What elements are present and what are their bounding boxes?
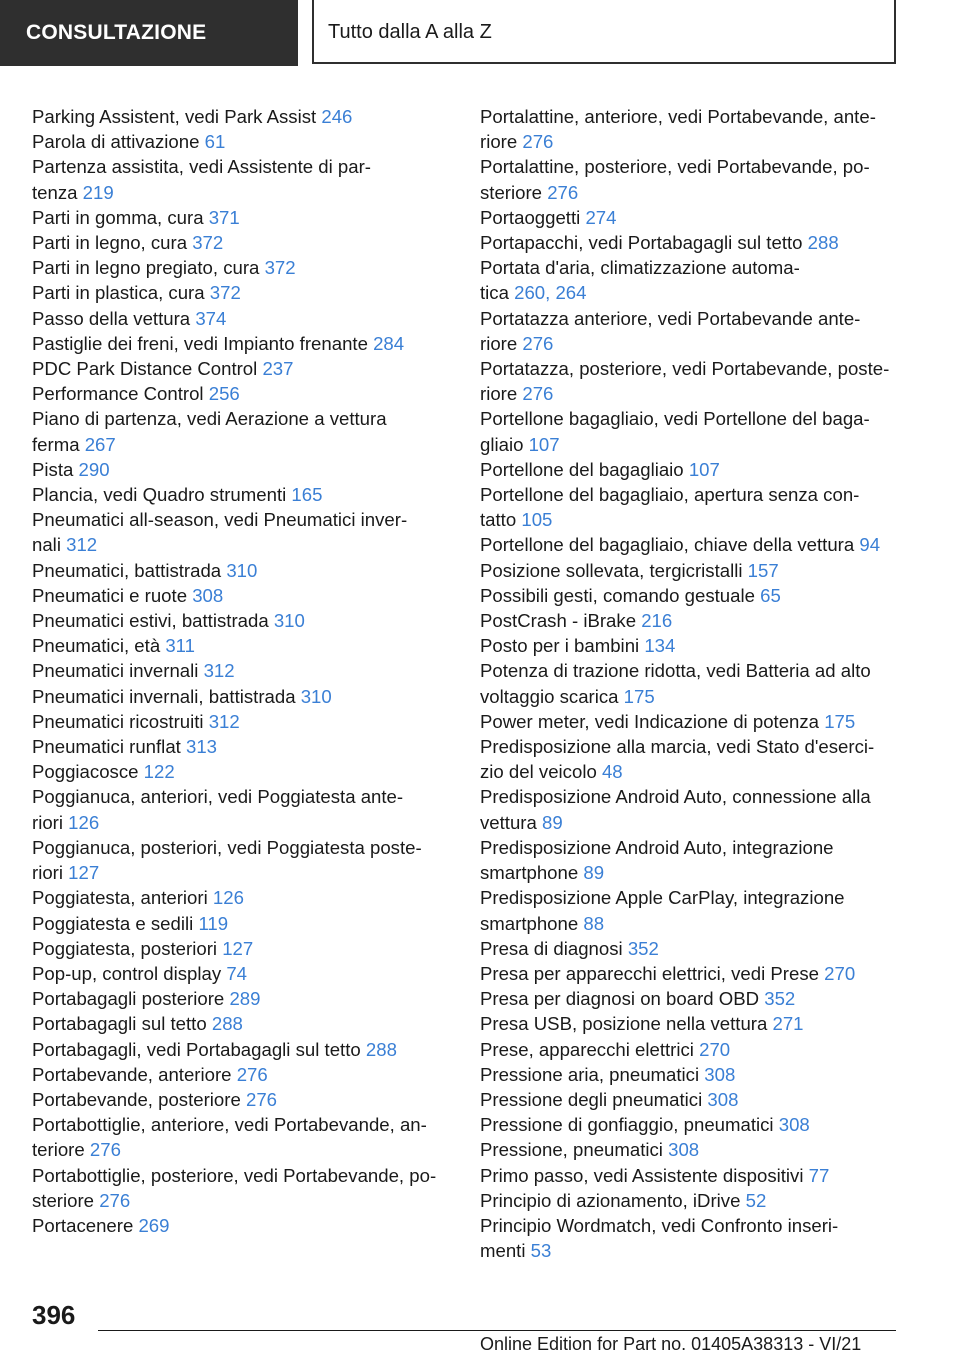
index-entry [32,911,457,936]
index-term-continuation: gliaio [480,433,524,455]
index-entry [32,280,457,305]
index-term: Poggianuca, posteriori, vedi Poggiatesta poste- [32,836,422,858]
index-term: Pneumatici runflat [32,736,181,758]
index-term: Parking Assistent, vedi Park Assist [32,106,317,127]
index-term-continuation-line [480,1238,900,1263]
index-term: Portabevande, anteriore [32,1063,232,1085]
index-entry [480,1163,900,1188]
page-reference-link[interactable]: 372 [264,257,296,279]
index-term: Power meter, vedi Indicazione di potenza [480,710,820,732]
page-reference-link[interactable]: 310 [300,685,332,707]
index-term: Pneumatici, battistrada [32,559,222,581]
index-term: Pneumatici e ruote [32,584,188,606]
index-term-continuation: smartphone [480,862,579,884]
index-entry [480,835,900,885]
index-term: PDC Park Distance Control [32,358,258,380]
index-term: Pista [32,458,74,480]
edition-note: Online Edition for Part no. 01405A38313 - VI/21 [480,1334,862,1354]
index-term: Poggianuca, anteriori, vedi Poggiatesta ante- [32,786,404,808]
page-reference-link[interactable]: 288 [807,232,839,254]
index-entry [480,961,900,986]
index-term: Presa USB, posizione nella vettura [480,1013,768,1035]
index-entry [32,1213,457,1238]
index-term: Portabevande, posteriore [32,1088,241,1110]
index-term-continuation-line [32,810,457,835]
page-reference-link[interactable]: 372 [192,232,224,254]
page-reference-link[interactable]: 175 [824,710,856,732]
index-entry [480,1062,900,1087]
page-reference-link[interactable]: 256 [208,383,240,405]
page-reference-link[interactable]: 89 [542,811,563,833]
index-term: Poggiatesta, posteriori [32,937,218,959]
index-entry [480,583,900,608]
index-term: Posto per i bambini [480,635,640,657]
page-reference-link[interactable]: 175 [623,685,655,707]
index-entry [32,835,457,885]
index-entry [32,1087,457,1112]
index-entry [480,356,900,406]
page-reference-link[interactable]: 288 [365,1038,397,1060]
index-term-continuation: smartphone [480,912,579,934]
index-term-continuation-line [480,860,900,885]
index-term: Presa di diagnosi [480,937,623,959]
index-entry [32,709,457,734]
page-reference-link[interactable]: 276 [547,181,579,203]
page-reference-link[interactable]: 157 [747,559,779,581]
index-entry [480,104,900,154]
page-reference-link[interactable]: 311 [165,635,195,657]
index-term: Presa per apparecchi elettrici, vedi Prese [480,962,819,984]
index-term-continuation-line [32,532,457,557]
index-term-continuation-line [480,180,900,205]
index-entry [480,1137,900,1162]
index-term-continuation: steriore [32,1189,95,1211]
index-term: Portata d'aria, climatizzazione automa- [480,257,800,279]
page-reference-link[interactable]: 352 [764,988,796,1010]
index-entry [32,759,457,784]
page-reference-link[interactable]: 165 [291,484,323,506]
index-entry [480,1188,900,1213]
index-term: PostCrash - iBrake [480,610,637,632]
page-reference-link[interactable]: 312 [208,710,240,732]
index-term-continuation-line [480,759,900,784]
page-reference-link[interactable]: 276 [99,1189,131,1211]
index-term: Portellone bagagliaio, vedi Portellone del baga- [480,408,870,430]
index-term: Portabottiglie, anteriore, vedi Portabevande, an- [32,1114,427,1136]
index-term-continuation-line [32,860,457,885]
index-term: Presa per diagnosi on board OBD [480,988,760,1010]
page-reference-link[interactable]: 312 [66,534,98,556]
index-term-continuation-line [480,911,900,936]
page-reference-link[interactable]: 216 [641,610,673,632]
index-term-continuation: tica [480,282,509,304]
page-number: 396 [32,1300,76,1330]
page-reference-link[interactable]: 308 [192,584,224,606]
page-reference-link[interactable]: 288 [211,1013,243,1035]
index-term: Poggiatesta, anteriori [32,887,208,909]
index-column-left [32,104,457,1238]
page-reference-link[interactable]: 270 [824,962,856,984]
page-reference-link[interactable]: 48 [601,761,623,783]
page-reference-link[interactable]: 308 [778,1114,810,1136]
index-term-continuation: menti [480,1240,526,1262]
page-reference-link[interactable]: 269 [138,1214,170,1236]
page-reference-link[interactable]: 107 [528,433,560,455]
index-entry [480,230,900,255]
index-term: Portabottiglie, posteriore, vedi Portabevande, po- [32,1164,437,1186]
page-reference-link[interactable]: 308 [668,1139,700,1161]
index-term: Pneumatici estivi, battistrada [32,610,269,632]
page-reference-link[interactable]: 61 [204,131,226,153]
page-reference-link[interactable]: 77 [808,1164,830,1186]
index-entry [480,1011,900,1036]
page-reference-link[interactable]: 313 [186,736,218,758]
page-header [0,0,960,66]
index-term: Parti in plastica, cura [32,282,205,304]
index-term-continuation-line [480,432,900,457]
page-reference-link[interactable]: 88 [583,912,605,934]
index-term-continuation: vettura [480,811,537,833]
index-term: Pressione, pneumatici [480,1139,663,1161]
index-term: Pneumatici invernali [32,660,199,682]
page-reference-link[interactable]: 308 [704,1063,736,1085]
index-entry [32,381,457,406]
index-entry [480,658,900,708]
index-term-continuation-line [32,1137,457,1162]
index-term-continuation-line [480,507,900,532]
page-reference-link[interactable]: 371 [208,206,240,228]
page-reference-link[interactable]: 312 [203,660,235,682]
page-reference-link[interactable]: 374 [195,307,227,329]
index-entry [32,205,457,230]
header-title-box [312,0,896,64]
index-term: Predisposizione Android Auto, connessione alla [480,786,871,808]
section-tab[interactable]: CONSULTAZIONE [0,0,298,66]
index-entry [32,255,457,280]
index-term: Prese, apparecchi elettrici [480,1038,694,1060]
index-term-continuation: tenza [32,181,78,203]
index-entry [32,1011,457,1036]
index-term: Portabagagli posteriore [32,988,225,1010]
index-entry [32,104,457,129]
index-term: Parti in legno pregiato, cura [32,257,260,279]
index-term: Poggiacosce [32,761,139,783]
index-term: Predisposizione Apple CarPlay, integrazione [480,887,845,909]
page-reference-link[interactable]: 122 [143,761,175,783]
index-entry [480,734,900,784]
index-entry [32,784,457,834]
index-entry [480,633,900,658]
page-reference-link[interactable]: 127 [222,937,254,959]
index-term: Partenza assistita, vedi Assistente di par- [32,156,371,178]
index-term: Piano di partenza, vedi Aerazione a vettura [32,408,387,430]
page-title: Tutto dalla A alla Z [328,21,492,43]
index-entry [480,255,900,305]
index-term: Portabagagli, vedi Portabagagli sul tetto [32,1038,361,1060]
index-term: Principio Wordmatch, vedi Confronto inseri- [480,1214,839,1236]
index-term: Pneumatici invernali, battistrada [32,685,296,707]
index-entry [32,507,457,557]
index-term-continuation-line [480,129,900,154]
index-term: Portalattine, posteriore, vedi Portabevande, po- [480,156,870,178]
index-term: Pneumatici ricostruiti [32,710,204,732]
index-term-continuation-line [480,810,900,835]
index-entry [480,936,900,961]
index-entry [480,885,900,935]
index-term: Principio di azionamento, iDrive [480,1189,741,1211]
index-term-continuation: riori [32,811,63,833]
page-reference-link[interactable]: 53 [530,1240,552,1262]
index-entry [32,1163,457,1213]
page-reference-link[interactable]: 119 [198,912,229,934]
page-reference-link[interactable]: 134 [644,635,676,657]
index-term-continuation: riori [32,862,63,884]
index-term: Pneumatici all-season, vedi Pneumatici inver- [32,509,408,531]
index-entry [32,154,457,204]
index-entry [32,1037,457,1062]
index-entry [32,658,457,683]
page-reference-link[interactable]: 52 [745,1189,767,1211]
index-term: Pressione aria, pneumatici [480,1063,700,1085]
index-entry [480,482,900,532]
page-reference-link[interactable]: 89 [583,862,605,884]
page-reference-link[interactable]: 284 [373,332,405,354]
index-term: Portapacchi, vedi Portabagagli sul tetto [480,232,803,254]
index-entry [32,936,457,961]
page-reference-link[interactable]: 126 [68,811,100,833]
index-term-continuation: ferma [32,433,80,455]
index-term: Potenza di trazione ridotta, vedi Batteria ad alto [480,660,871,682]
index-entry [32,684,457,709]
index-term: Portaoggetti [480,206,581,228]
page-reference-link[interactable]: 107 [688,458,720,480]
page-reference-link[interactable]: 74 [226,962,248,984]
index-term: Portatazza anteriore, vedi Portabevande ante- [480,307,861,329]
index-term: Plancia, vedi Quadro strumenti [32,484,287,506]
index-entry [480,709,900,734]
page-reference-link[interactable]: 276 [236,1063,268,1085]
page-reference-link[interactable]: 260, 264 [514,282,587,304]
index-entry [32,306,457,331]
index-entry [480,205,900,230]
page-reference-link[interactable]: 126 [212,887,244,909]
index-term: Pressione di gonfiaggio, pneumatici [480,1114,774,1136]
index-entry [32,331,457,356]
index-term: Passo della vettura [32,307,191,329]
index-entry [32,1062,457,1087]
page-reference-link[interactable]: 276 [522,131,554,153]
index-entry [32,558,457,583]
index-entry [480,608,900,633]
index-entry [32,482,457,507]
page-reference-link[interactable]: 127 [68,862,100,884]
page-reference-link[interactable]: 219 [82,181,114,203]
page-reference-link[interactable]: 310 [273,610,305,632]
index-entry [480,986,900,1011]
index-entry [480,1213,900,1263]
index-term: Portatazza, posteriore, vedi Portabevande, poste- [480,358,890,380]
page-reference-link[interactable]: 352 [627,937,659,959]
page-reference-link[interactable]: 237 [262,358,294,380]
page-reference-link[interactable]: 276 [522,332,554,354]
page-reference-link[interactable]: 310 [226,559,258,581]
page-reference-link[interactable]: 276 [245,1088,278,1110]
page-reference-link[interactable]: 94 [859,534,881,556]
page-reference-link[interactable]: 274 [585,206,617,228]
index-entry [32,885,457,910]
index-term-continuation: riore [480,332,518,354]
index-term: Predisposizione alla marcia, vedi Stato d'eserci- [480,736,875,758]
index-entry [480,1087,900,1112]
page-reference-link[interactable]: 267 [84,433,116,455]
index-term: Pastiglie dei freni, vedi Impianto frenante [32,332,368,354]
index-term: Parti in gomma, cura [32,206,204,228]
index-term-continuation: voltaggio scarica [480,685,619,707]
page-reference-link[interactable]: 290 [78,458,110,480]
index-entry [32,129,457,154]
index-entry [32,230,457,255]
index-term: Portabagagli sul tetto [32,1013,207,1035]
index-term-continuation: tatto [480,509,517,531]
page-reference-link[interactable]: 65 [760,584,781,606]
index-term: Portellone del bagagliaio, apertura senza con- [480,484,860,506]
index-term-continuation-line [32,1188,457,1213]
index-term: Parola di attivazione [32,131,200,153]
index-term: Posizione sollevata, tergicristalli [480,559,743,581]
index-entry [480,154,900,204]
page-reference-link[interactable]: 276 [89,1139,121,1161]
index-term-continuation: nali [32,534,61,556]
index-entry [480,784,900,834]
index-term: Portellone del bagagliaio [480,458,684,480]
index-term-continuation-line [480,331,900,356]
index-term-continuation: zio del veicolo [480,761,597,783]
index-term: Predisposizione Android Auto, integrazione [480,836,834,858]
page-reference-link[interactable]: 246 [321,106,353,127]
page-reference-link[interactable]: 308 [707,1088,739,1110]
index-column-right [480,104,900,1263]
page-reference-link[interactable]: 271 [772,1013,804,1035]
index-entry [480,306,900,356]
index-term: Performance Control [32,383,204,405]
index-entry [32,986,457,1011]
index-entry [32,961,457,986]
index-term-continuation-line [480,684,900,709]
index-entry [480,1037,900,1062]
index-term: Possibili gesti, comando gestuale [480,584,755,606]
index-entry [480,532,900,557]
index-term: Primo passo, vedi Assistente dispositivi [480,1164,804,1186]
index-term-continuation: riore [480,383,518,405]
index-term: Portalattine, anteriore, vedi Portabevande, ante- [480,106,876,127]
page-reference-link[interactable]: 372 [209,282,241,304]
page-reference-link[interactable]: 270 [699,1038,731,1060]
index-term: Parti in legno, cura [32,232,188,254]
index-entry [480,1112,900,1137]
page-reference-link[interactable]: 289 [229,988,261,1010]
index-term-continuation: steriore [480,181,543,203]
index-term: Poggiatesta e sedili [32,912,194,934]
page-reference-link[interactable]: 105 [521,509,553,531]
index-entry [32,608,457,633]
index-entry [480,558,900,583]
index-entry [32,356,457,381]
index-entry [32,734,457,759]
index-entry [32,406,457,456]
index-entry [32,583,457,608]
index-term-continuation-line [480,280,900,305]
index-term: Pop-up, control display [32,962,222,984]
index-term-continuation: riore [480,131,518,153]
index-term-continuation-line [480,381,900,406]
index-term-continuation-line [32,180,457,205]
index-term: Portellone del bagagliaio, chiave della vettura [480,534,855,556]
index-term-continuation: teriore [32,1139,85,1161]
index-entry [32,633,457,658]
index-entry [480,406,900,456]
page-reference-link[interactable]: 276 [522,383,554,405]
index-term: Portacenere [32,1214,134,1236]
index-term: Pressione degli pneumatici [480,1088,703,1110]
index-entry [32,457,457,482]
index-entry [480,457,900,482]
footer-divider [98,1330,896,1331]
index-term: Pneumatici, età [32,635,161,657]
index-term-continuation-line [32,432,457,457]
index-entry [32,1112,457,1162]
